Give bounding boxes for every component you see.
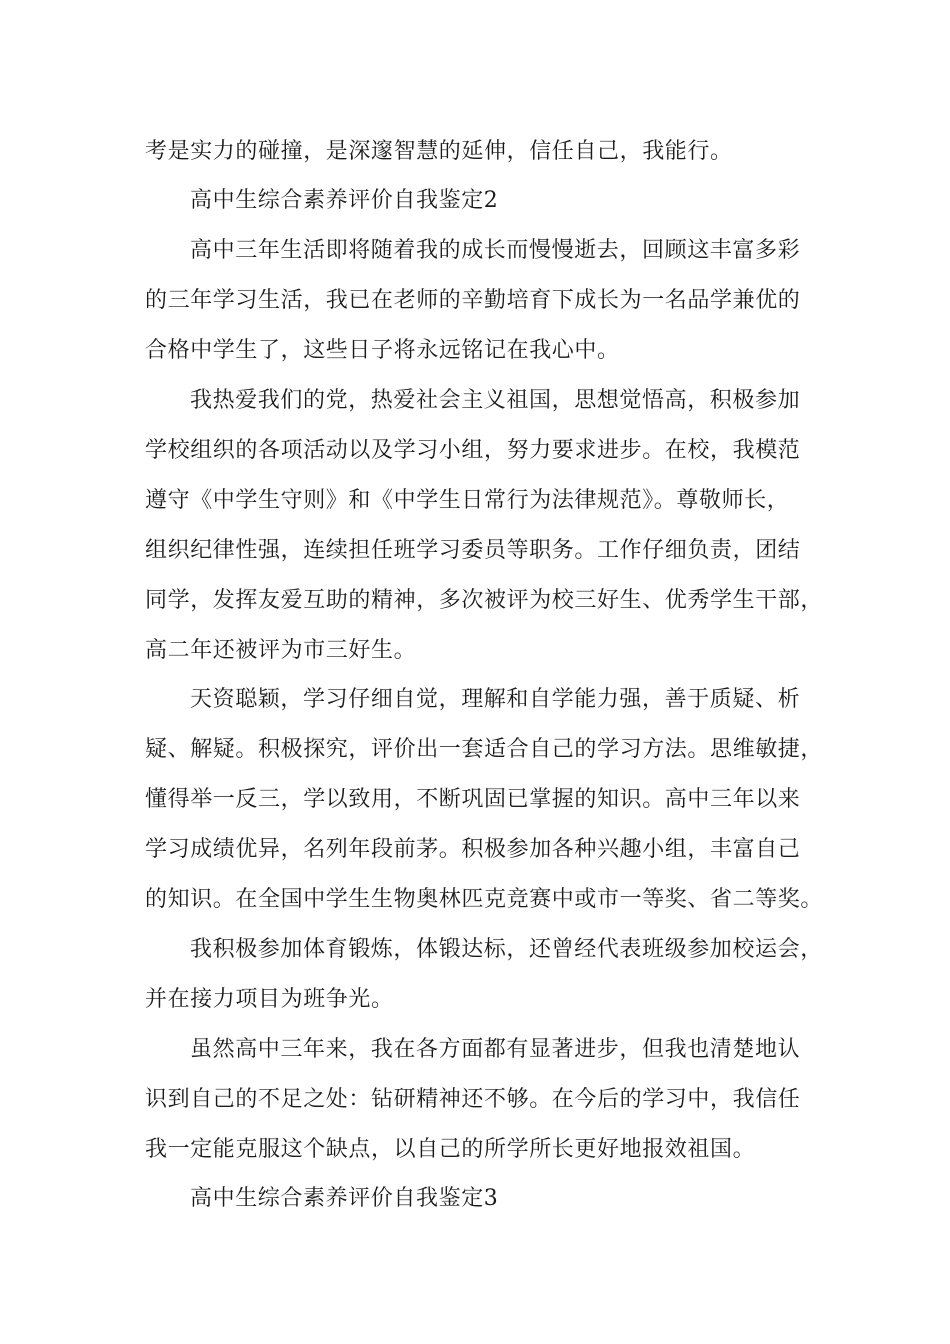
paragraph-line: 的三年学习生活，我已在老师的辛勤培育下成长为一名品学兼优的 bbox=[145, 288, 801, 313]
paragraph-line: 天资聪颖，学习仔细自觉，理解和自学能力强，善于质疑、析 bbox=[190, 687, 801, 712]
paragraph-line: 我热爱我们的党，热爱社会主义祖国，思想觉悟高，积极参加 bbox=[190, 388, 801, 413]
paragraph-line: 考是实力的碰撞，是深邃智慧的延伸，信任自己，我能行。 bbox=[145, 139, 733, 164]
paragraph-line: 懂得举一反三，学以致用，不断巩固已掌握的知识。高中三年以来 bbox=[145, 787, 801, 812]
paragraph-line: 遵守《中学生守则》和《中学生日常行为法律规范》。尊敬师长， bbox=[145, 488, 790, 513]
paragraph-line: 并在接力项目为班争光。 bbox=[145, 987, 394, 1012]
paragraph-line: 学习成绩优异，名列年段前茅。积极参加各种兴趣小组，丰富自己 bbox=[145, 837, 801, 862]
paragraph-line: 合格中学生了，这些日子将永远铭记在我心中。 bbox=[145, 338, 620, 363]
paragraph-line: 同学，发挥友爱互助的精神，多次被评为校三好生、优秀学生干部， bbox=[145, 588, 824, 613]
paragraph-line: 疑、解疑。积极探究，评价出一套适合自己的学习方法。思维敏捷， bbox=[145, 737, 824, 762]
paragraph-line: 虽然高中三年来，我在各方面都有显著进步，但我也清楚地认 bbox=[190, 1037, 801, 1062]
paragraph-line: 学校组织的各项活动以及学习小组，努力要求进步。在校，我模范 bbox=[145, 438, 801, 463]
paragraph-line: 高中三年生活即将随着我的成长而慢慢逝去，回顾这丰富多彩 bbox=[190, 238, 801, 263]
section-heading: 高中生综合素养评价自我鉴定3 bbox=[190, 1186, 499, 1211]
paragraph-line: 的知识。在全国中学生生物奥林匹克竞赛中或市一等奖、省二等奖。 bbox=[145, 887, 824, 912]
paragraph-line: 我积极参加体育锻炼，体锻达标，还曾经代表班级参加校运会， bbox=[190, 937, 823, 962]
paragraph-line: 组织纪律性强，连续担任班学习委员等职务。工作仔细负责，团结 bbox=[145, 538, 801, 563]
paragraph-line: 高二年还被评为市三好生。 bbox=[145, 638, 417, 663]
paragraph-line: 我一定能克服这个缺点，以自己的所学所长更好地报效祖国。 bbox=[145, 1137, 756, 1162]
section-heading: 高中生综合素养评价自我鉴定2 bbox=[190, 188, 499, 213]
paragraph-line: 识到自己的不足之处：钻研精神还不够。在今后的学习中，我信任 bbox=[145, 1087, 801, 1112]
